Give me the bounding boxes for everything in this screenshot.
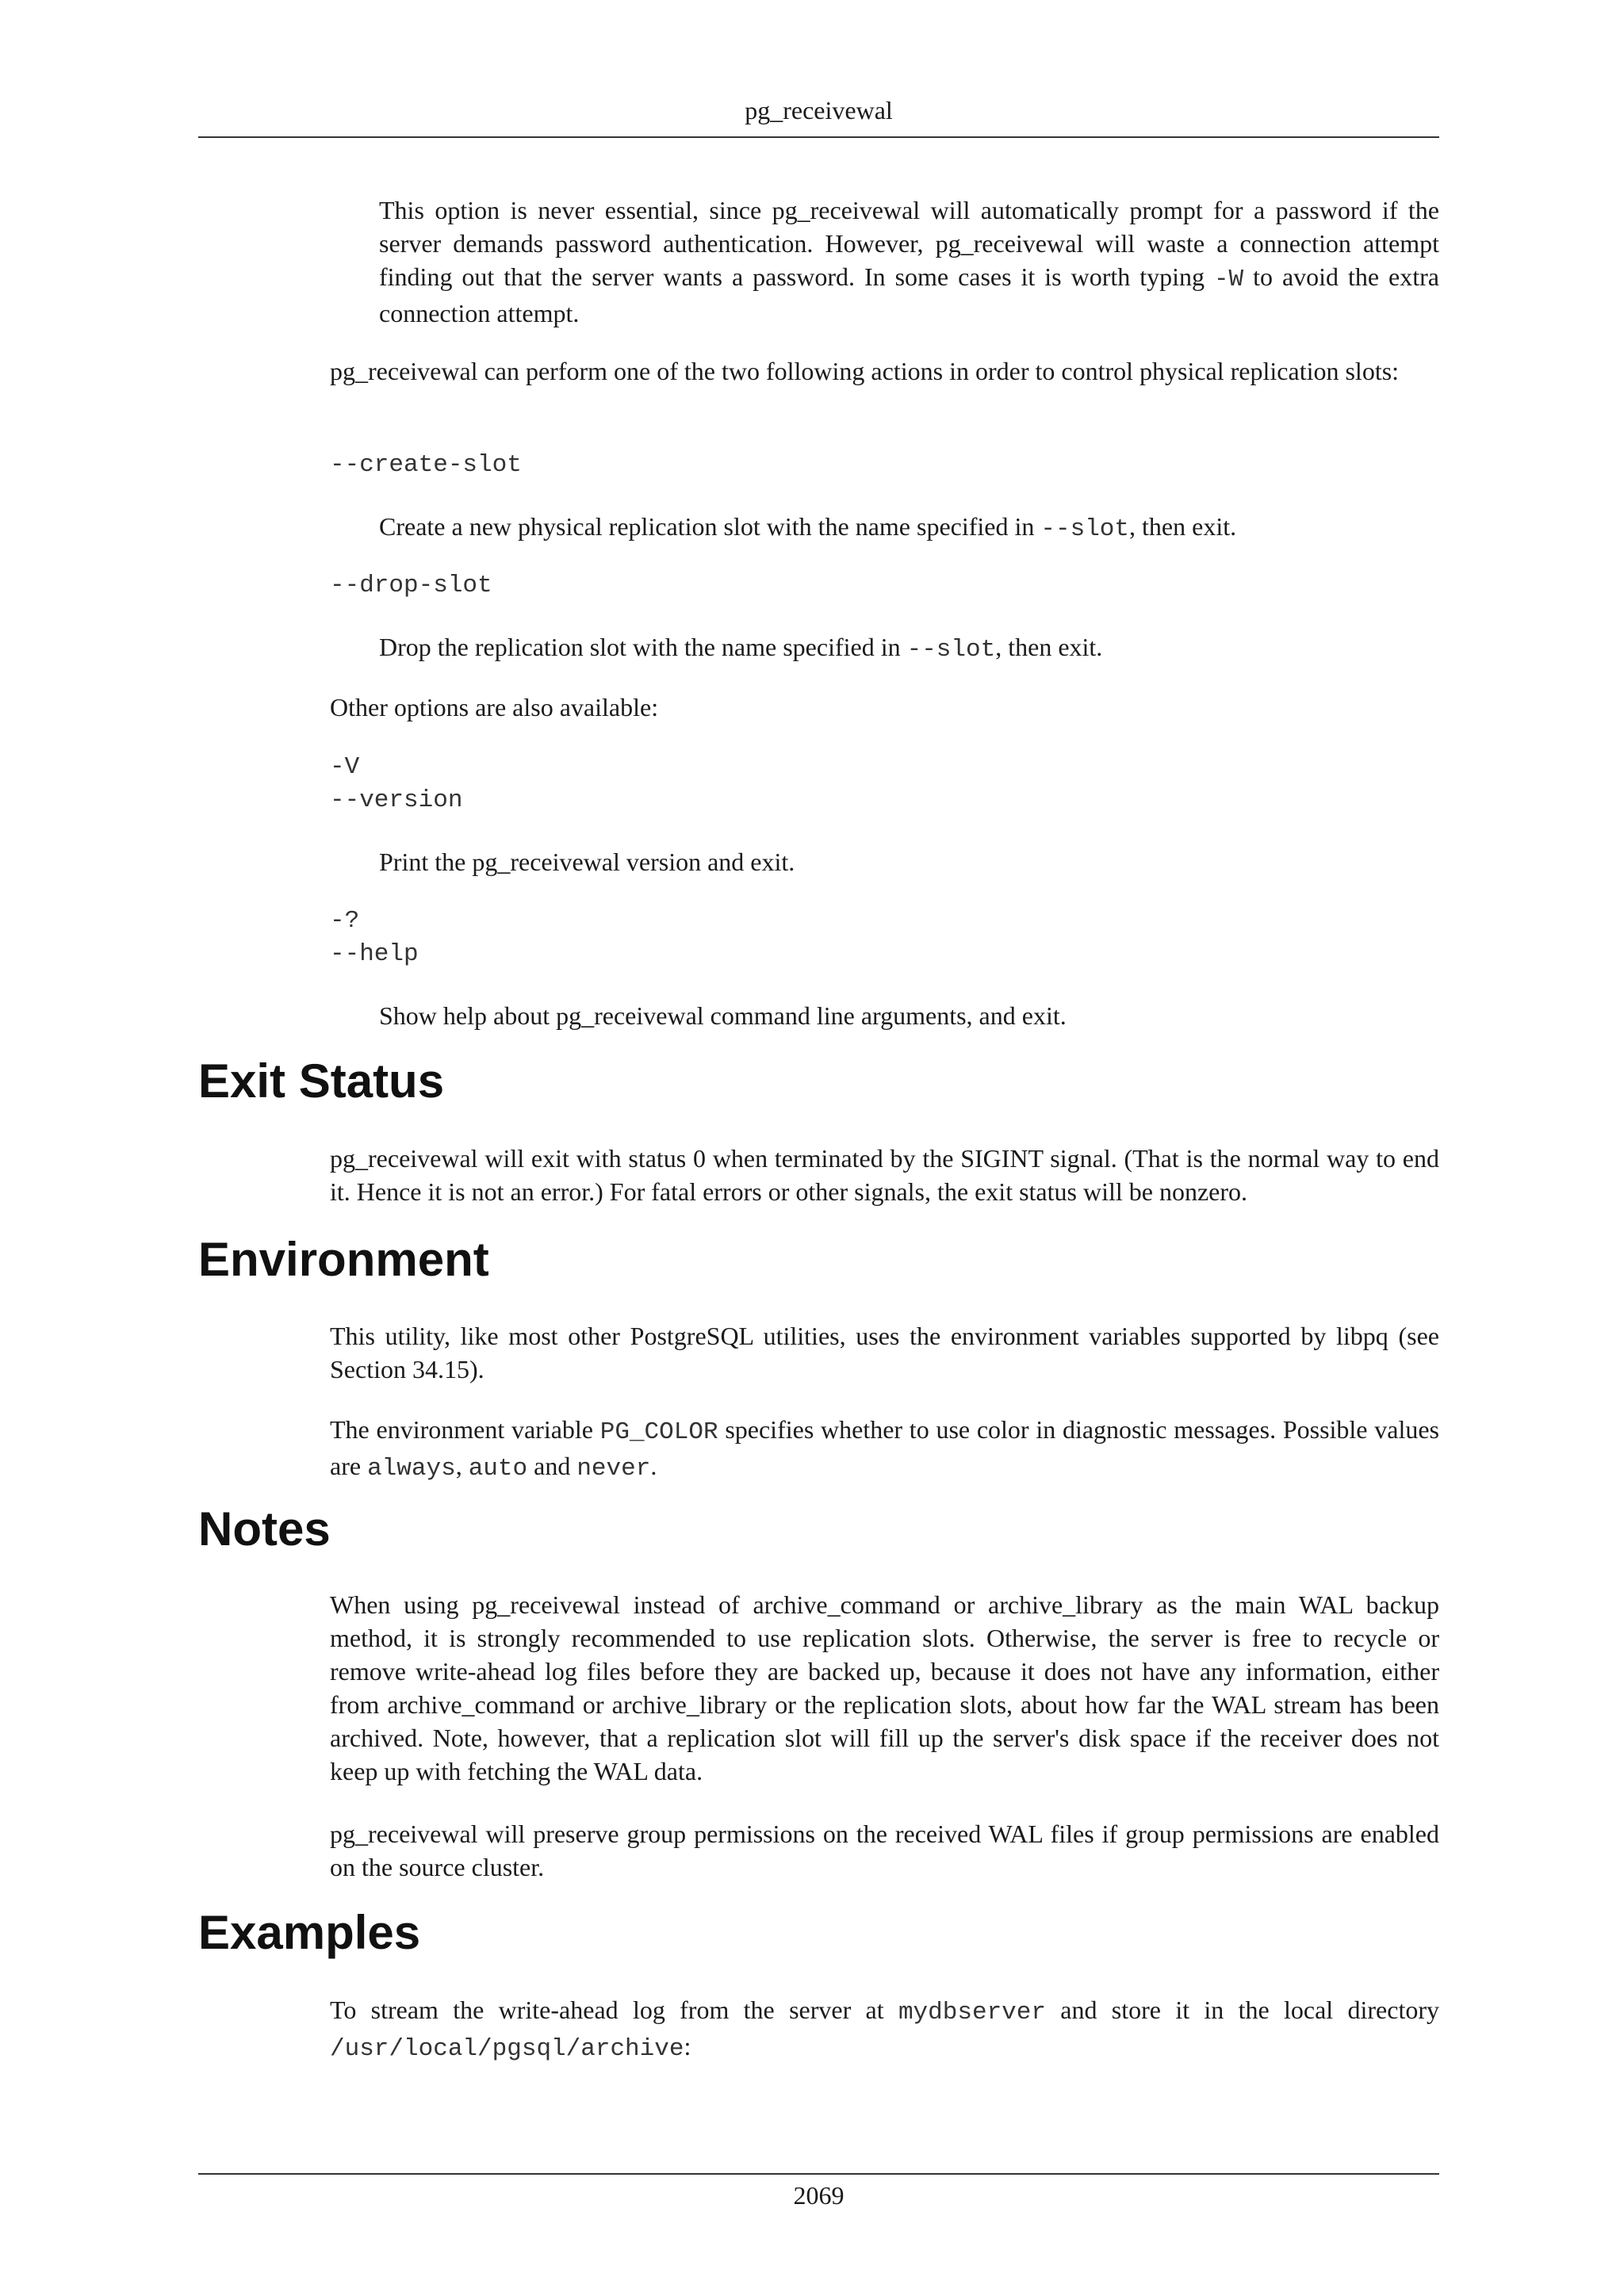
host-code: mydbserver xyxy=(898,1999,1046,2026)
password-note xyxy=(379,193,1439,330)
heading-examples: Examples xyxy=(198,1906,421,1959)
slot-flag-code: --slot xyxy=(1040,515,1130,543)
option-create-slot-desc: Create a new physical replication slot with the name specified in --slot, then exit. xyxy=(379,512,1237,543)
directory-code: /usr/local/pgsql/archive xyxy=(330,2035,684,2063)
header-rule xyxy=(198,136,1439,138)
footer-rule xyxy=(198,2173,1439,2175)
exit-status-text: pg_receivewal will exit with status 0 when terminated by the SIGINT signal. (That is the normal way to end it. Hence it is not an error.) For fatal errors or other signals, the exit status will be nonzero. xyxy=(330,1144,1439,1206)
password-flag-code: -W xyxy=(1213,266,1244,293)
option-drop-slot: --drop-slot xyxy=(330,572,492,599)
option-help-desc: Show help about pg_receivewal command line arguments, and exit. xyxy=(379,1001,1067,1030)
option-version-desc: Print the pg_receivewal version and exit. xyxy=(379,848,795,876)
notes-para-1: When using pg_receivewal instead of archive_command or archive_library as the main WAL backup method, it is strongly recommended to use replication slots. Otherwise, the server is free to recycle or remove write-ahead log files before they are backed up, because it does not have any information, either from archive_command or archive_library or the replication slots, about how far the WAL stream has been archived. Note, however, that a replication slot will fill up the server's disk space if the receiver does not keep up with fetching the WAL data. xyxy=(330,1590,1439,1785)
password-note-text: This option is never essential, since pg_receivewal will automatically prompt for a password if the server demands password authentication. However, pg_receivewal will waste a connection attempt finding out that the server wants a password. In some cases it is worth typing xyxy=(379,196,1439,291)
pg-color-code: PG_COLOR xyxy=(599,1418,718,1446)
slot-flag-code: --slot xyxy=(906,636,996,664)
environment-para-2: The environment variable PG_COLOR specifies whether to use color in diagnostic messages. Possible values are always, auto and never. xyxy=(330,1415,1440,1483)
value-auto-code: auto xyxy=(468,1455,528,1483)
password-note-text-end: to avoid the extra connection attempt. xyxy=(379,262,1440,327)
option-drop-slot-desc: Drop the replication slot with the name specified in --slot, then exit. xyxy=(379,633,1103,664)
heading-environment: Environment xyxy=(198,1233,489,1286)
option-help-long: --help xyxy=(330,940,419,968)
examples-para: To stream the write-ahead log from the server at mydbserver and store it in the local directory /usr/local/pgsql/archive: xyxy=(330,1996,1440,2063)
option-create-slot: --create-slot xyxy=(330,451,522,479)
environment-para-1: This utility, like most other PostgreSQL utilities, uses the environment variables supported by libpq (see Section 34.15). xyxy=(330,1322,1439,1383)
value-always-code: always xyxy=(367,1455,456,1483)
running-header: pg_receivewal xyxy=(745,96,893,124)
option-help-short: -? xyxy=(330,907,360,935)
notes-para-2: pg_receivewal will preserve group permissions on the received WAL files if group permissions are enabled on the source cluster. xyxy=(330,1820,1439,1881)
other-options-intro: Other options are also available: xyxy=(330,693,659,721)
option-version-short: -V xyxy=(330,753,360,781)
value-never-code: never xyxy=(576,1455,651,1483)
heading-notes: Notes xyxy=(198,1502,331,1556)
page-number: 2069 xyxy=(793,2181,845,2210)
heading-exit-status: Exit Status xyxy=(198,1054,445,1108)
slot-intro: pg_receivewal can perform one of the two following actions in order to control physical replication slots: xyxy=(330,357,1400,385)
option-version-long: --version xyxy=(330,786,463,814)
